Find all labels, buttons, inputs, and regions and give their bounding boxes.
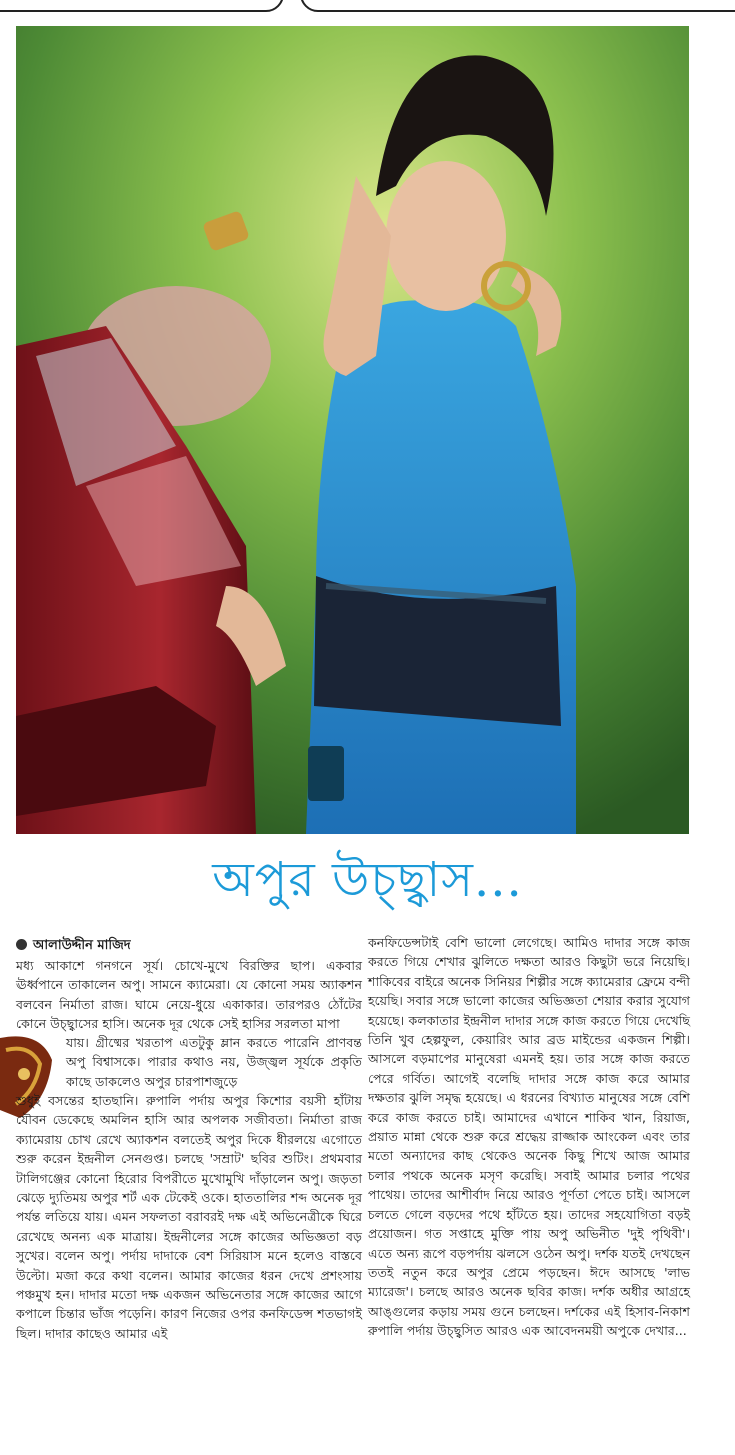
article-photo	[16, 26, 689, 834]
article-column-right	[368, 933, 690, 1341]
author-name: আলাউদ্দীন মাজিদ	[33, 938, 131, 953]
paragraph: শুধুই বসন্তের হাতছানি। রুপালি পর্দায় অপুর কিশোর বয়সী হাঁটায় যৌবন ডেকেছে অমলিন হাসি আর অপলক সজীবতা। নির্মাতা রাজ ক্যামেরায় চোখ রেখে অ্যাকশন বলতেই অপুর দিকে ধীরলয়ে এগোতে শুরু করেন ইন্দ্রনীল সেনগুপ্ত। চলছে 'সম্রাট' ছবির শুটিং। প্রথমবার টালিগঞ্জের কোনো হিরোর বিপরীতে মুখোমুখি দাঁড়ালেন অপু। জড়তা ঝেড়ে দ্যুতিময় অপুর শর্ট এক টেকেই ওকে। হাততালির শব্দ অনেক দূর পর্যন্ত লতিয়ে যায়। এমন সফলতা বরাবরই দক্ষ এই অভিনেত্রীকে ঘিরে রেখেছে অনন্য এক মাত্রায়। ইন্দ্রনীলের সঙ্গে কাজের অভিজ্ঞতা বড় সুখের। বলেন অপু। পর্দায় দাদাকে বেশ সিরিয়াস মনে হলেও বাস্তবে উল্টো। মজা করে কথা বলেন। আমার কাজের ধরন দেখে প্রশংসায় পঞ্চমুখ হন। দাদার মতো দক্ষ একজন অভিনেতার সঙ্গে কাজের আগে কপালে চিন্তার ভাঁজ পড়েনি। কারণ নিজের ওপর কনফিডেন্স শতভাগই ছিল। দাদার কাছেও আমার এই	[16, 1093, 362, 1341]
paragraph: মধ্য আকাশে গনগনে সূর্য। চোখে-মুখে বিরক্তির ছাপ। একবার ঊর্ধ্বপানে তাকালেন অপু। সামনে ক্যামেরা। যে কোনো সময় অ্যাকশন বলবেন নির্মাতা রাজ। ঘামে নেয়ে-ধুয়ে একাকার। তারপরও ঠোঁটের কোনে উচ্ছ্বাসের হাসি। অনেক দূর থেকে সেই হাসির সরলতা মাপা	[16, 958, 362, 1032]
article-column-left-indent	[66, 1033, 362, 1091]
paragraph: কনফিডেন্সটাই বেশি ভালো লেগেছে। আমিও দাদার সঙ্গে কাজ করতে গিয়ে শেখার ঝুলিতে দক্ষতা আরও কিছুটা ভরে নিয়েছি। শাকিবের বাইরে অনেক সিনিয়র শিল্পীর সঙ্গে ক্যামেরার ফ্রেমে বন্দী হয়েছি। সবার সঙ্গে ভালো কাজের অভিজ্ঞতা শেয়ার করার সুযোগ হয়েছে। কলকাতার ইন্দ্রনীল দাদার সঙ্গে কাজ করতে গিয়ে দেখেছি তিনি খুব হেল্পফুল, কেয়ারিং আর ব্রড মাইন্ডের একজন শিল্পী। আসলে বড়মাপের মানুষেরা এমনই হয়। তার সঙ্গে কাজ করতে পেরে গর্বিত। আগেই বলেছি দাদার সঙ্গে কাজ করে আমার দক্ষতার ঝুলি সমৃদ্ধ হয়েছে। এ ধরনের বিখ্যাত মানুষের সঙ্গে বেশি করে কাজ করতে চাই। আমাদের এখানে শাকিব খান, রিয়াজ, প্রয়াত মান্না থেকে শুরু করে শ্রদ্ধেয় রাজ্জাক আংকেল এবং তার মতো অন্যাদের কাছ থেকেও অনেক কিছু শিখে আজ আমার চলার পথকে অনেক মসৃণ করেছি। সবাই আমার চলার পথের পাথেয়। তাদের আশীর্বাদ নিয়ে আরও পূর্ণতা পেতে চাই। আসলে চলতে গেলে বড়দের পথে হাঁটতে হয়। তাদের সহযোগিতা বড়ই প্রয়োজন। গত সপ্তাহে মুক্তি পায় অপু অভিনীত 'দুই পৃথিবী'। এতে অন্য রূপে বড়পর্দায় ঝলসে ওঠেন অপু। দর্শক যতই দেখছেন ততই নতুন করে অপুর প্রেমে পড়ছেন। ঈদে আসছে 'লাভ ম্যারেজ'। চলছে আরও অনেক ছবির কাজ। দর্শক অধীর আগ্রহে আঙ্গুলের কড়ায় সময় গুনে চলছেন। দর্শকের এই হিসাব-নিকাশ রুপালি পর্দায় উচ্ছ্বসিত আরও এক আবেদনময়ী অপুকে দেখার...	[368, 935, 690, 1339]
bullet-icon	[16, 939, 27, 950]
page-top-frame	[0, 0, 735, 14]
header-tab-left	[0, 0, 284, 12]
byline	[16, 936, 356, 956]
article-headline: অপুর উচ্ছ্বাস...	[212, 852, 523, 908]
header-tab-right	[300, 0, 735, 12]
article-column-left-top	[16, 956, 362, 1034]
article-column-left-main	[16, 1091, 362, 1343]
paragraph: যায়। গ্রীষ্মের খরতাপ এতটুকু ম্লান করতে পারেনি প্রাণবন্ত অপু বিশ্বাসকে। পারার কথাও নয়, উজ্জ্বল সূর্যকে প্রকৃতি কাছে ডাকলেও অপুর চারপাশজুড়ে	[66, 1035, 362, 1089]
